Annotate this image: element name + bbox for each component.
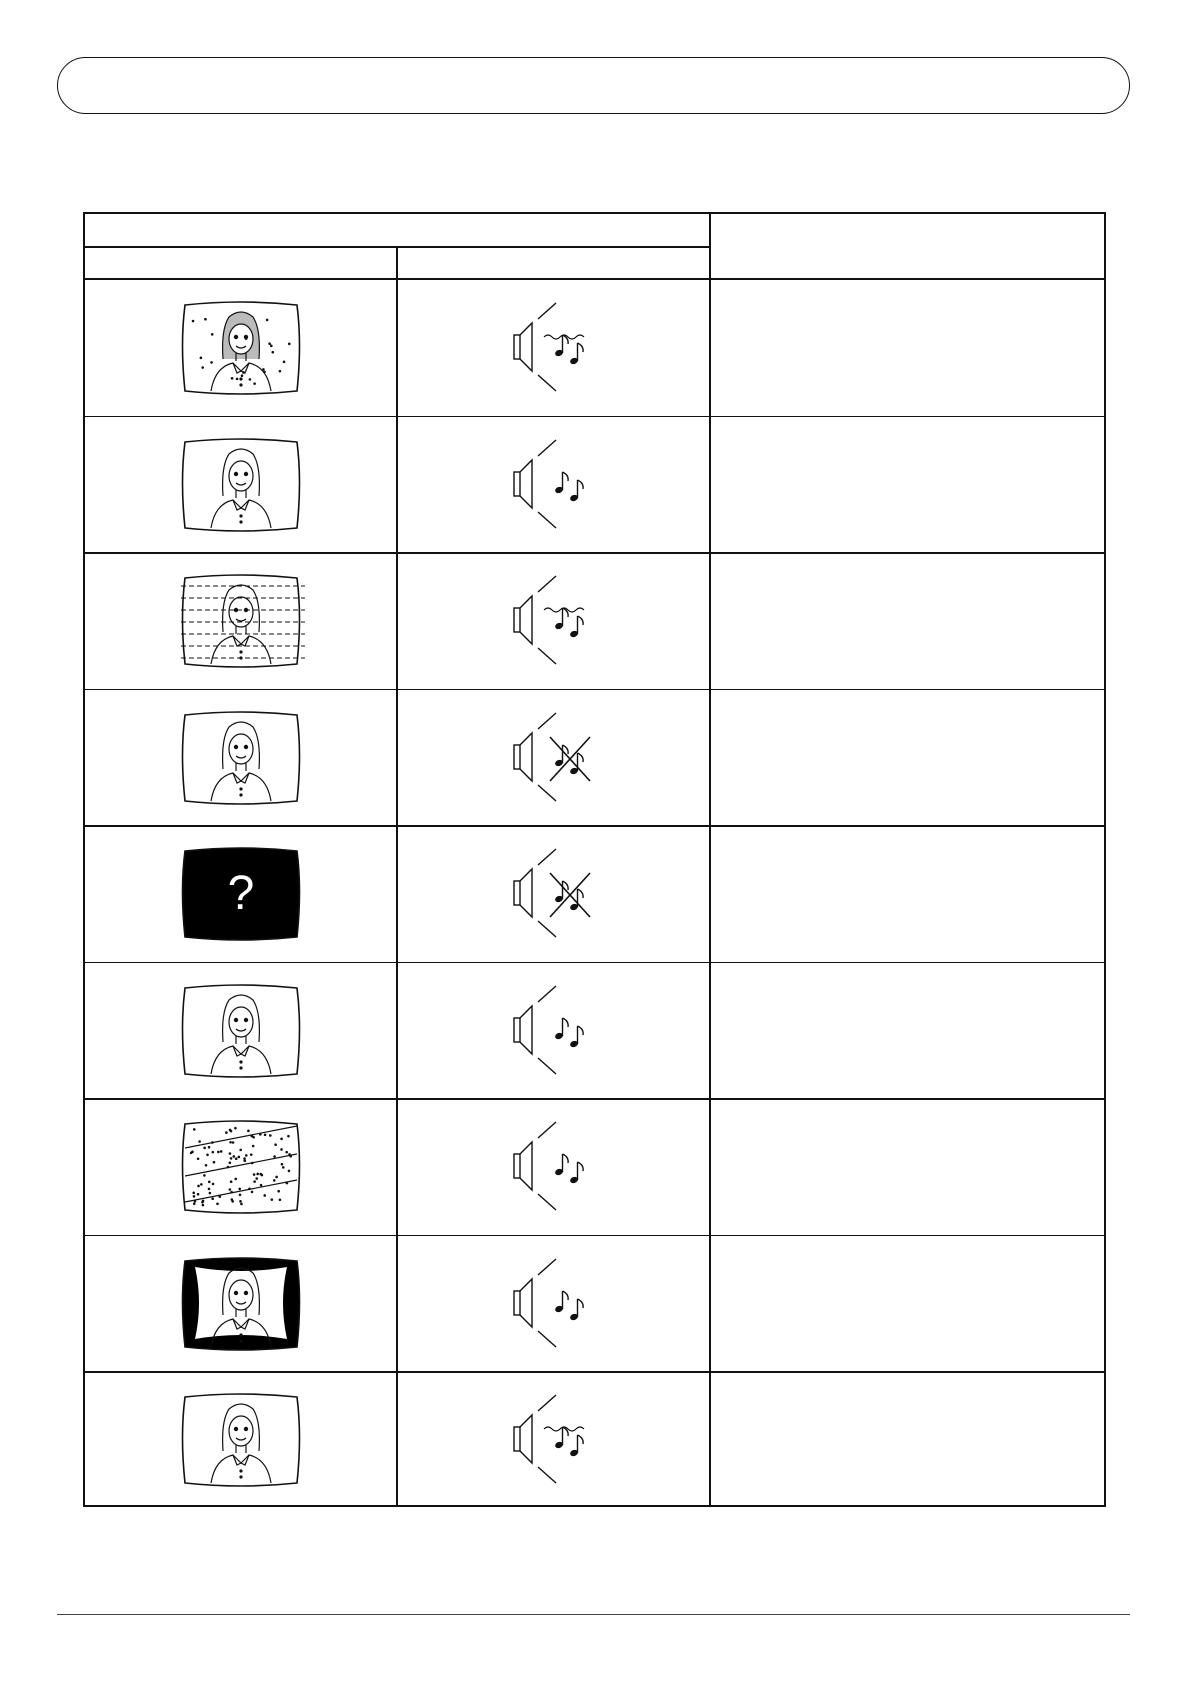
header-symptoms (85, 214, 709, 246)
header-divider (85, 246, 709, 248)
sound-cell (398, 694, 709, 821)
remedy-cell (711, 417, 1104, 552)
normal-picture-icon (179, 1389, 303, 1489)
header-remedy (711, 214, 1106, 278)
picture-cell (85, 830, 396, 957)
remedy-cell (711, 280, 1104, 415)
page-title-box (57, 57, 1130, 114)
no-sound-icon (504, 707, 604, 807)
remedy-cell (711, 690, 1104, 825)
sound-cell (398, 284, 709, 411)
normal-sound-icon (504, 980, 604, 1080)
picture-cell (85, 1240, 396, 1367)
dark-borders-picture-icon (179, 1253, 303, 1353)
sound-cell (398, 830, 709, 957)
remedy-cell (711, 826, 1104, 961)
header-sound (397, 247, 709, 277)
normal-picture-icon (179, 434, 303, 534)
no-picture-icon (179, 843, 303, 943)
picture-cell (85, 694, 396, 821)
diagonal-noise-picture-icon (179, 1116, 303, 1216)
remedy-cell (711, 1372, 1104, 1507)
picture-cell (85, 1103, 396, 1230)
svg-text:?: ? (227, 867, 254, 921)
picture-cell (85, 967, 396, 1094)
troubleshooting-table (83, 212, 1106, 1507)
remedy-cell (711, 1099, 1104, 1234)
sound-cell (398, 967, 709, 1094)
normal-sound-icon (504, 434, 604, 534)
normal-picture-icon (179, 980, 303, 1080)
remedy-cell (711, 963, 1104, 1098)
header-picture (85, 247, 396, 277)
normal-sound-icon (504, 1253, 604, 1353)
remedy-cell (711, 553, 1104, 688)
noisy-sound-icon (504, 570, 604, 670)
sound-cell (398, 1103, 709, 1230)
picture-cell (85, 421, 396, 548)
interference-lines-picture-icon (179, 570, 303, 670)
sound-cell (398, 1376, 709, 1503)
noisy-sound-icon (504, 297, 604, 397)
picture-cell (85, 1376, 396, 1503)
snow-picture-icon (179, 297, 303, 397)
sound-cell (398, 557, 709, 684)
normal-sound-icon (504, 1116, 604, 1216)
sound-cell (398, 421, 709, 548)
noisy-sound-icon (504, 1389, 604, 1489)
picture-cell (85, 557, 396, 684)
footer-divider (57, 1614, 1130, 1615)
normal-picture-icon (179, 707, 303, 807)
no-sound-icon (504, 843, 604, 943)
picture-cell (85, 284, 396, 411)
remedy-cell (711, 1236, 1104, 1371)
sound-cell (398, 1240, 709, 1367)
